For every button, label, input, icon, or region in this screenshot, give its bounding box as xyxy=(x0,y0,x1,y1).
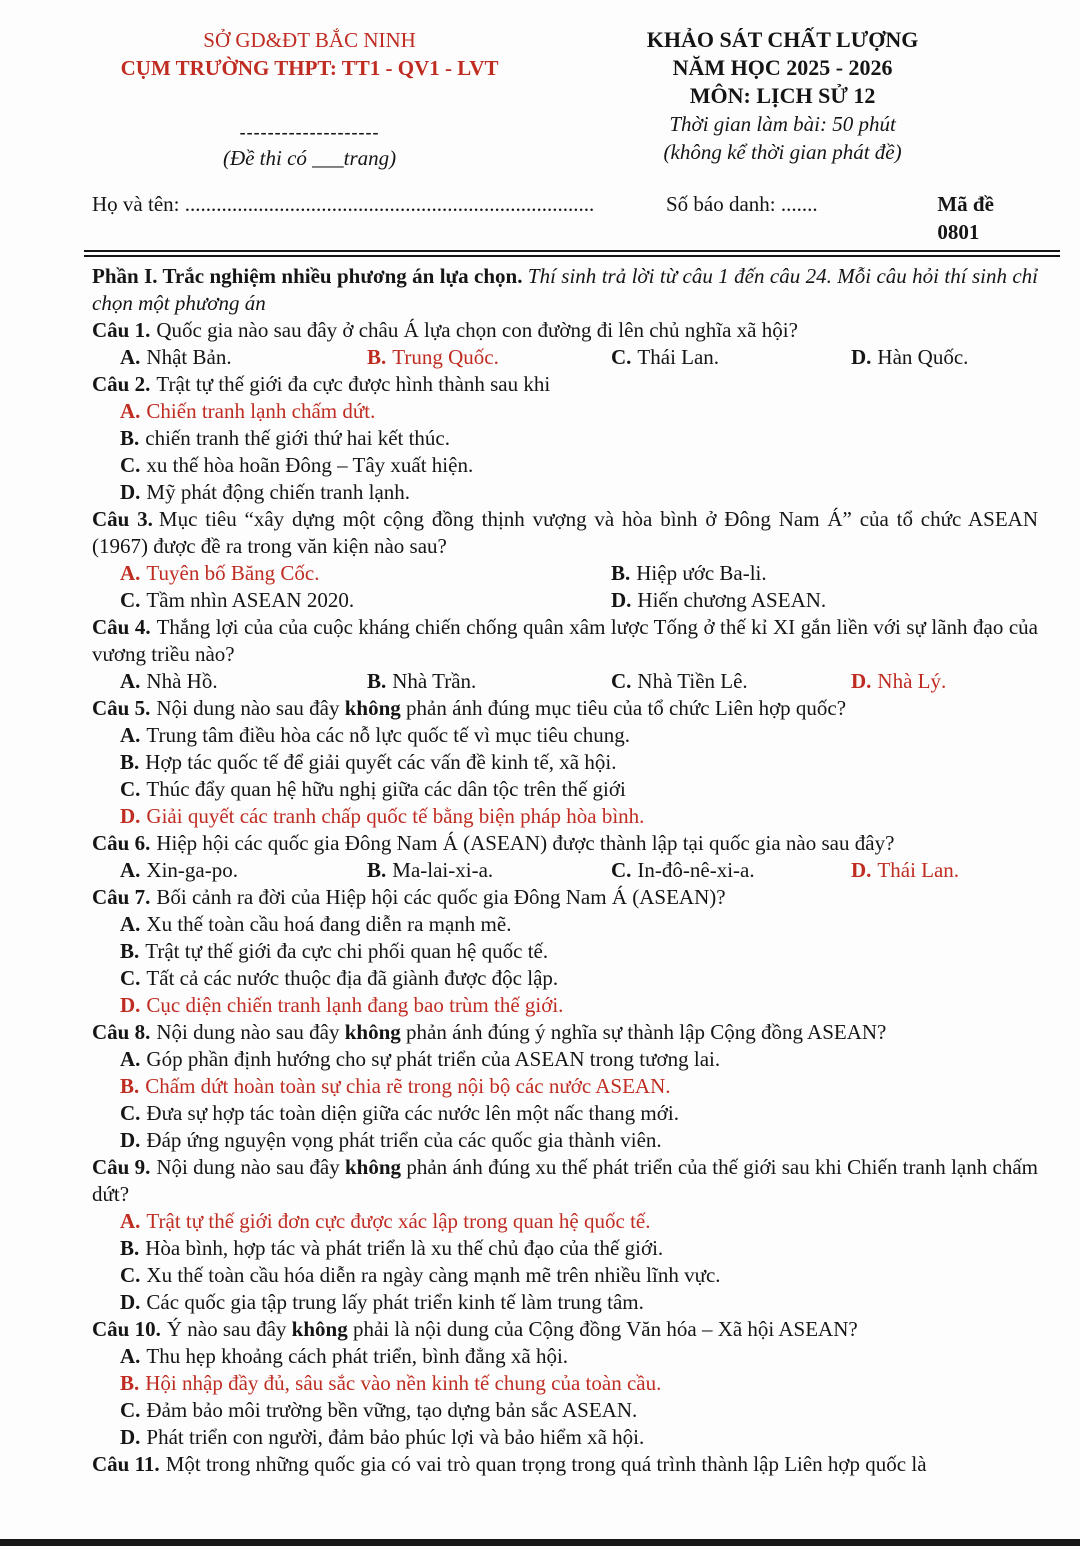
option-letter: D. xyxy=(611,588,632,612)
question-1-option-c: C. Thái Lan. xyxy=(611,345,720,369)
question-8-option-b: B. Chấm dứt hoàn toàn sự chia rẽ trong nội bộ các nước ASEAN. xyxy=(120,1074,671,1098)
question-8-option-c: C. Đưa sự hợp tác toàn diện giữa các nước lên một nấc thang mới. xyxy=(120,1101,679,1125)
question-stem: Câu 1. Quốc gia nào sau đây ở châu Á lựa chọn con đường đi lên chủ nghĩa xã hội? xyxy=(92,318,798,342)
question-1-option-d: D. Hàn Quốc. xyxy=(851,345,969,369)
question-options xyxy=(120,344,1038,371)
option-letter: B. xyxy=(120,426,140,450)
question-options xyxy=(120,668,1038,695)
question-2-option-c: C. xu thế hòa hoãn Đông – Tây xuất hiện. xyxy=(120,453,474,477)
question-2-option-a: A. Chiến tranh lạnh chấm dứt. xyxy=(120,399,376,423)
option-letter: D. xyxy=(851,858,872,882)
question-5-option-d: D. Giải quyết các tranh chấp quốc tế bằng biện pháp hòa bình. xyxy=(120,804,645,828)
divider-dashes: -------------------- xyxy=(239,122,380,142)
question-options xyxy=(120,722,1038,830)
question-2-option-d: D. Mỹ phát động chiến tranh lạnh. xyxy=(120,480,411,504)
question-7-option-c: C. Tất cả các nước thuộc địa đã giành được độc lập. xyxy=(120,966,559,990)
section-1-intro xyxy=(92,263,1038,317)
question-stem: Câu 2. Trật tự thế giới đa cực được hình thành sau khi xyxy=(92,372,551,396)
question-stem: Câu 11. Một trong những quốc gia có vai trò quan trọng trong quá trình thành lập Liên hợp quốc là xyxy=(92,1452,927,1476)
exam-title: KHẢO SÁT CHẤT LƯỢNG xyxy=(646,27,919,52)
question-5-option-b: B. Hợp tác quốc tế để giải quyết các vấn đề kinh tế, xã hội. xyxy=(120,750,617,774)
option-letter: A. xyxy=(120,561,141,585)
header-exam-info xyxy=(527,26,1038,166)
option-letter: C. xyxy=(120,453,141,477)
question-5-option-a: A. Trung tâm điều hòa các nỗ lực quốc tế vì mục tiêu chung. xyxy=(120,723,630,747)
question-2-option-b: B. chiến tranh thế giới thứ hai kết thúc. xyxy=(120,426,451,450)
header-department xyxy=(92,26,527,172)
question-1-option-b: B. Trung Quốc. xyxy=(367,345,499,369)
question-4-option-c: C. Nhà Tiền Lê. xyxy=(611,669,748,693)
question-10-option-b: B. Hội nhập đầy đủ, sâu sắc vào nền kinh tế chung của toàn cầu. xyxy=(120,1371,662,1395)
question-options xyxy=(120,1046,1038,1154)
option-letter: B. xyxy=(611,561,631,585)
option-letter: D. xyxy=(851,669,872,693)
option-letter: D. xyxy=(120,804,141,828)
question-options xyxy=(120,911,1038,1019)
option-letter: A. xyxy=(120,1344,141,1368)
page-count-note: (Đề thi có ___trang) xyxy=(222,146,397,170)
section-1-title: Phần I. Trắc nghiệm nhiều phương án lựa chọn. xyxy=(92,264,523,288)
candidate-number-field xyxy=(666,190,877,218)
option-letter: C. xyxy=(120,966,141,990)
question-4 xyxy=(92,614,1038,695)
question-5 xyxy=(92,695,1038,830)
question-3 xyxy=(92,506,1038,614)
question-2 xyxy=(92,371,1038,506)
candidate-number-label: Số báo danh: xyxy=(665,192,776,216)
question-3-option-c: C. Tầm nhìn ASEAN 2020. xyxy=(120,588,355,612)
option-letter: A. xyxy=(120,1209,141,1233)
question-stem: Câu 9. Nội dung nào sau đây không phản ánh đúng xu thế phát triển của thế giới sau khi Chiến tranh lạnh chấm dứt? xyxy=(92,1155,1038,1206)
option-letter: D. xyxy=(120,1425,141,1449)
option-letter: B. xyxy=(120,1074,140,1098)
question-6-option-d: D. Thái Lan. xyxy=(851,858,960,882)
question-3-option-a: A. Tuyên bố Băng Cốc. xyxy=(120,561,320,585)
option-letter: C. xyxy=(120,777,141,801)
question-6 xyxy=(92,830,1038,884)
option-letter: B. xyxy=(120,750,140,774)
question-options xyxy=(120,398,1038,506)
question-6-option-a: A. Xin-ga-po. xyxy=(120,858,238,882)
duration-note: (không kể thời gian phát đề) xyxy=(663,140,902,164)
question-9 xyxy=(92,1154,1038,1316)
question-8 xyxy=(92,1019,1038,1154)
option-letter: B. xyxy=(367,345,387,369)
question-stem: Câu 10. Ý nào sau đây không phải là nội dung của Cộng đồng Văn hóa – Xã hội ASEAN? xyxy=(92,1317,858,1341)
question-3-option-b: B. Hiệp ước Ba-li. xyxy=(611,561,767,585)
duration: Thời gian làm bài: 50 phút xyxy=(669,112,896,136)
question-stem: Câu 6. Hiệp hội các quốc gia Đông Nam Á (ASEAN) được thành lập tại quốc gia nào sau đây? xyxy=(92,831,895,855)
question-9-option-c: C. Xu thế toàn cầu hóa diễn ra ngày càng mạnh mẽ trên nhiều lĩnh vực. xyxy=(120,1263,721,1287)
option-letter: B. xyxy=(367,858,387,882)
bottom-scan-bar xyxy=(0,1539,1080,1546)
question-7-option-b: B. Trật tự thế giới đa cực chi phối quan hệ quốc tế. xyxy=(120,939,549,963)
question-6-option-c: C. In-đô-nê-xi-a. xyxy=(611,858,755,882)
option-letter: B. xyxy=(120,939,140,963)
option-letter: B. xyxy=(120,1236,140,1260)
option-letter: D. xyxy=(120,480,141,504)
name-blank-dots: .............................................................................. xyxy=(184,192,595,216)
question-10-option-d: D. Phát triển con người, đảm bảo phúc lợi và bảo hiểm xã hội. xyxy=(120,1425,645,1449)
option-letter: C. xyxy=(611,669,632,693)
option-letter: D. xyxy=(120,1290,141,1314)
question-6-option-b: B. Ma-lai-xi-a. xyxy=(367,858,494,882)
question-9-option-a: A. Trật tự thế giới đơn cực được xác lập trong quan hệ quốc tế. xyxy=(120,1209,651,1233)
school-year: NĂM HỌC 2025 - 2026 xyxy=(672,55,893,80)
question-options xyxy=(120,857,1038,884)
option-letter: A. xyxy=(120,399,141,423)
option-letter: C. xyxy=(611,345,632,369)
section-1-instructions: Thí sinh trả lời từ câu 1 đến câu 24. Mỗi câu hỏi thí sinh chỉ chọn một phương án xyxy=(92,264,1039,315)
question-4-option-a: A. Nhà Hồ. xyxy=(120,669,218,693)
question-10-option-a: A. Thu hẹp khoảng cách phát triển, bình đẳng xã hội. xyxy=(120,1344,569,1368)
question-3-option-d: D. Hiến chương ASEAN. xyxy=(611,588,827,612)
header-double-rule xyxy=(84,250,1060,257)
option-letter: B. xyxy=(367,669,387,693)
option-letter: A. xyxy=(120,1047,141,1071)
question-options xyxy=(120,1208,1038,1316)
option-letter: D. xyxy=(851,345,872,369)
candidate-number-dots: ....... xyxy=(780,192,818,216)
question-7-option-d: D. Cục diện chiến tranh lạnh đang bao trùm thế giới. xyxy=(120,993,564,1017)
name-label: Họ và tên: xyxy=(92,192,180,216)
option-letter: D. xyxy=(120,1128,141,1152)
option-letter: A. xyxy=(120,669,141,693)
student-info-row xyxy=(92,190,1038,246)
option-letter: A. xyxy=(120,723,141,747)
option-letter: A. xyxy=(120,345,141,369)
question-1-option-a: A. Nhật Bản. xyxy=(120,345,232,369)
exam-header xyxy=(92,26,1038,172)
question-10-option-c: C. Đảm bảo môi trường bền vững, tạo dựng bản sắc ASEAN. xyxy=(120,1398,638,1422)
question-9-option-d: D. Các quốc gia tập trung lấy phát triển kinh tế làm trung tâm. xyxy=(120,1290,644,1314)
question-stem: Câu 4. Thắng lợi của của cuộc kháng chiến chống quân xâm lược Tống ở thế kỉ XI gắn liền với sự lãnh đạo của vương triều nào? xyxy=(92,615,1038,666)
question-1 xyxy=(92,317,1038,371)
option-letter: C. xyxy=(120,588,141,612)
question-11 xyxy=(92,1451,1038,1478)
option-letter: A. xyxy=(120,858,141,882)
option-letter: A. xyxy=(120,912,141,936)
option-letter: C. xyxy=(120,1101,141,1125)
question-7-option-a: A. Xu thế toàn cầu hoá đang diễn ra mạnh mẽ. xyxy=(120,912,512,936)
option-letter: C. xyxy=(120,1263,141,1287)
question-options xyxy=(120,1343,1038,1451)
questions xyxy=(92,317,1038,1478)
question-8-option-a: A. Góp phần định hướng cho sự phát triển của ASEAN trong tương lai. xyxy=(120,1047,721,1071)
option-letter: D. xyxy=(120,993,141,1017)
exam-code: Mã đề 0801 xyxy=(937,192,994,244)
question-5-option-c: C. Thúc đẩy quan hệ hữu nghị giữa các dân tộc trên thế giới xyxy=(120,777,626,801)
question-stem: Câu 3. Mục tiêu “xây dựng một cộng đồng thịnh vượng và hòa bình ở Đông Nam Á” của tổ chức ASEAN (1967) được đề ra trong văn kiện nào sau? xyxy=(92,507,1038,558)
question-stem: Câu 5. Nội dung nào sau đây không phản ánh đúng mục tiêu của tổ chức Liên hợp quốc? xyxy=(92,696,847,720)
question-4-option-b: B. Nhà Trần. xyxy=(367,669,477,693)
option-letter: C. xyxy=(120,1398,141,1422)
question-9-option-b: B. Hòa bình, hợp tác và phát triển là xu thế chủ đạo của thế giới. xyxy=(120,1236,664,1260)
option-letter: B. xyxy=(120,1371,140,1395)
question-8-option-d: D. Đáp ứng nguyện vọng phát triển của các quốc gia thành viên. xyxy=(120,1128,662,1152)
question-10 xyxy=(92,1316,1038,1451)
option-letter: C. xyxy=(611,858,632,882)
student-name-field xyxy=(92,190,666,218)
school-cluster-name: CỤM TRƯỜNG THPT: TT1 - QV1 - LVT xyxy=(120,56,499,80)
subject: MÔN: LỊCH SỬ 12 xyxy=(689,83,876,108)
question-options xyxy=(120,560,1038,614)
department-name: SỞ GD&ĐT BẮC NINH xyxy=(203,28,416,52)
question-7 xyxy=(92,884,1038,1019)
question-stem: Câu 8. Nội dung nào sau đây không phản ánh đúng ý nghĩa sự thành lập Cộng đồng ASEAN? xyxy=(92,1020,887,1044)
question-stem: Câu 7. Bối cảnh ra đời của Hiệp hội các quốc gia Đông Nam Á (ASEAN)? xyxy=(92,885,726,909)
question-4-option-d: D. Nhà Lý. xyxy=(851,669,947,693)
